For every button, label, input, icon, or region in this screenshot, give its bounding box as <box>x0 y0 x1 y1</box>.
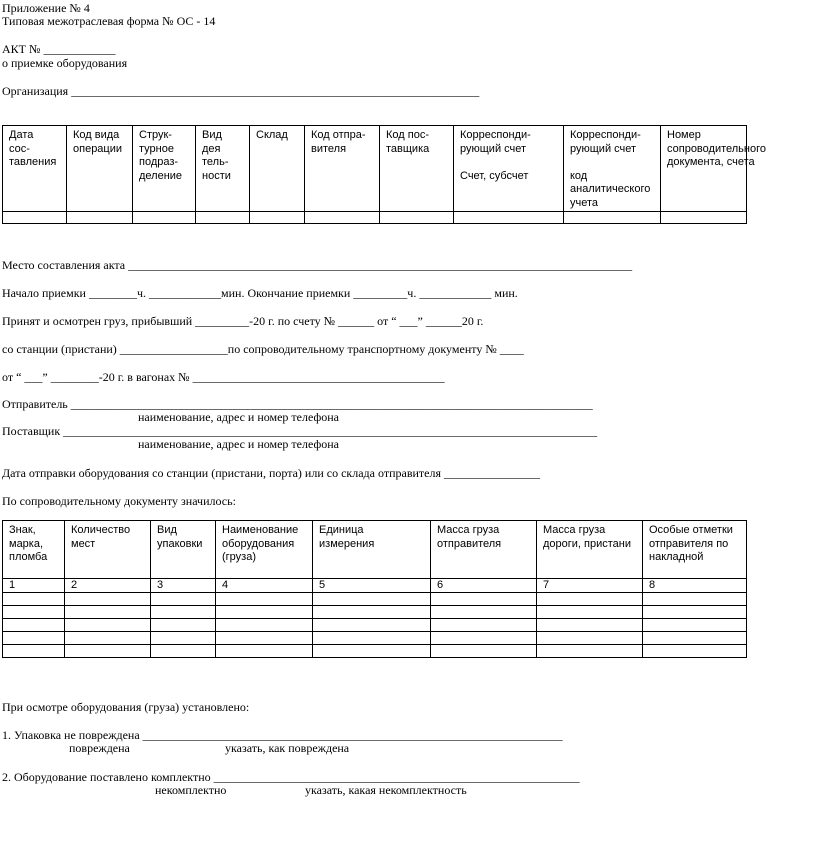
entry-cell[interactable] <box>537 619 643 632</box>
incomplete-hint: указать, какая некомплектность <box>305 783 467 797</box>
entry-cell[interactable] <box>65 645 151 658</box>
entry-cell[interactable] <box>643 645 747 658</box>
entry-cell[interactable] <box>564 212 661 224</box>
incomplete-option: некомплектно <box>155 783 227 797</box>
column-number: 3 <box>151 579 216 593</box>
entry-cell[interactable] <box>151 606 216 619</box>
entry-cell[interactable] <box>216 606 313 619</box>
entry-cell[interactable] <box>305 212 380 224</box>
entry-cell[interactable] <box>431 606 537 619</box>
place-line: Место составления акта ____________________________________________________________________________________ <box>2 258 633 272</box>
entry-cell[interactable] <box>431 645 537 658</box>
header-cell <box>196 126 250 212</box>
header-cell <box>3 126 67 212</box>
header-equipment-name: Наименование оборудования (груза) <box>222 524 299 563</box>
accepted-cargo-line: Принят и осмотрен груз, прибывший _________-20 г. по счету № ______ от “ ___” ______20 г. <box>2 314 484 328</box>
column-number: 7 <box>537 579 643 593</box>
column-number: 2 <box>65 579 151 593</box>
entry-cell[interactable] <box>643 606 747 619</box>
entry-cell[interactable] <box>661 212 747 224</box>
entry-cell[interactable] <box>216 632 313 645</box>
entry-cell[interactable] <box>196 212 250 224</box>
column-number: 6 <box>431 579 537 593</box>
entry-cell[interactable] <box>454 212 564 224</box>
cargo-entry-row <box>3 645 747 658</box>
header-special-notes: Особые отметки отправителя по накладной <box>649 524 733 563</box>
entry-cell[interactable] <box>431 619 537 632</box>
cargo-entry-row <box>3 619 747 632</box>
header-supplier-code: Код пос- тавщика <box>386 129 430 155</box>
header-unit: Единица измерения <box>319 524 375 550</box>
header-cell <box>151 521 216 579</box>
entry-cell[interactable] <box>313 645 431 658</box>
requisites-table <box>2 125 766 224</box>
header-department: Струк- турное подраз- деление <box>139 129 183 182</box>
entry-cell[interactable] <box>216 593 313 606</box>
entry-cell[interactable] <box>65 593 151 606</box>
header-packaging: Вид упаковки <box>157 524 203 550</box>
header-cell <box>67 126 133 212</box>
header-cell <box>305 126 380 212</box>
header-cell <box>454 126 564 212</box>
entry-cell[interactable] <box>65 619 151 632</box>
column-number: 5 <box>313 579 431 593</box>
act-number: АКТ № ____________ <box>2 42 116 56</box>
column-number: 4 <box>216 579 313 593</box>
entry-cell[interactable] <box>3 619 65 632</box>
document-says-line: По сопроводительному документу значилось: <box>2 494 236 508</box>
sender-line: Отправитель _______________________________________________________________________________________ <box>2 397 593 411</box>
header-mark: Знак, марка, пломба <box>9 524 48 563</box>
entry-cell[interactable] <box>313 606 431 619</box>
entry-cell[interactable] <box>537 632 643 645</box>
header-cell <box>564 126 661 212</box>
header-cell <box>380 126 454 212</box>
header-activity: Вид дея тель- ности <box>202 129 231 182</box>
entry-cell[interactable] <box>151 593 216 606</box>
entry-cell[interactable] <box>380 212 454 224</box>
packaging-damaged-option: повреждена <box>69 741 130 755</box>
cargo-entry-row <box>3 606 747 619</box>
header-cell <box>216 521 313 579</box>
header-cell <box>661 126 766 212</box>
cargo-header-row <box>3 521 747 579</box>
form-name: Типовая межотраслевая форма № ОС - 14 <box>2 14 216 28</box>
entry-cell[interactable] <box>65 606 151 619</box>
entry-cell[interactable] <box>250 212 305 224</box>
inspection-intro: При осмотре оборудования (груза) установлено: <box>2 700 250 714</box>
complete-delivery-line: 2. Оборудование поставлено комплектно _____________________________________________________________ <box>2 770 580 784</box>
entry-cell[interactable] <box>3 593 65 606</box>
entry-cell[interactable] <box>151 619 216 632</box>
header-operation-code: Код вида операции <box>73 129 123 155</box>
requisites-entry-row <box>3 212 747 224</box>
column-number-row <box>3 579 747 593</box>
entry-cell[interactable] <box>65 632 151 645</box>
entry-cell[interactable] <box>3 645 65 658</box>
entry-cell[interactable] <box>313 619 431 632</box>
entry-cell[interactable] <box>537 606 643 619</box>
entry-cell[interactable] <box>67 212 133 224</box>
header-analytic-code: Корреспонди- рующий счет код аналитического учета <box>570 129 651 209</box>
supplier-hint: наименование, адрес и номер телефона <box>138 437 339 451</box>
header-cell <box>537 521 643 579</box>
header-places: Количество мест <box>71 524 131 550</box>
header-sender-code: Код отпра- вителя <box>311 129 366 155</box>
header-road-mass: Масса груза дороги, пристани <box>543 524 632 550</box>
cargo-entry-row <box>3 632 747 645</box>
packaging-intact-line: 1. Упаковка не повреждена ______________________________________________________________________ <box>2 728 563 742</box>
header-cell <box>643 521 747 579</box>
sender-hint: наименование, адрес и номер телефона <box>138 410 339 424</box>
entry-cell[interactable] <box>216 619 313 632</box>
column-number: 8 <box>643 579 747 593</box>
dispatch-date-line: Дата отправки оборудования со станции (пристани, порта) или со склада отправителя ________________ <box>2 466 540 480</box>
entry-cell[interactable] <box>216 645 313 658</box>
entry-cell[interactable] <box>643 593 747 606</box>
appendix-number: Приложение № 4 <box>2 1 90 15</box>
wagons-line: от “ ___” ________-20 г. в вагонах № __________________________________________ <box>2 370 445 384</box>
organization-line: Организация ____________________________________________________________________ <box>2 84 480 98</box>
entry-cell[interactable] <box>537 593 643 606</box>
header-cell <box>3 521 65 579</box>
entry-cell[interactable] <box>3 606 65 619</box>
header-document-number: Номер сопроводительного документа, счета <box>667 129 766 168</box>
header-warehouse: Склад <box>256 129 288 141</box>
entry-cell[interactable] <box>151 645 216 658</box>
entry-cell[interactable] <box>643 632 747 645</box>
header-cell <box>133 126 196 212</box>
requisites-header-row <box>3 126 747 212</box>
column-number: 1 <box>3 579 65 593</box>
cargo-entry-row <box>3 593 747 606</box>
entry-cell[interactable] <box>431 632 537 645</box>
entry-cell[interactable] <box>133 212 196 224</box>
entry-cell[interactable] <box>151 632 216 645</box>
station-line: со станции (пристани) __________________по сопроводительному транспортному документу № ____ <box>2 342 524 356</box>
act-title: о приемке оборудования <box>2 56 128 70</box>
entry-cell[interactable] <box>313 593 431 606</box>
header-cell <box>431 521 537 579</box>
entry-cell[interactable] <box>537 645 643 658</box>
acceptance-time-line: Начало приемки ________ч. ____________мин. Окончание приемки _________ч. ____________ мин. <box>2 286 518 300</box>
entry-cell[interactable] <box>643 619 747 632</box>
header-account: Корреспонди- рующий счет Счет, субсчет <box>460 129 531 182</box>
supplier-line: Поставщик _________________________________________________________________________________________ <box>2 424 598 438</box>
entry-cell[interactable] <box>3 212 67 224</box>
entry-cell[interactable] <box>431 593 537 606</box>
header-cell <box>313 521 431 579</box>
packaging-damaged-hint: указать, как повреждена <box>225 741 350 755</box>
entry-cell[interactable] <box>3 632 65 645</box>
header-cell <box>65 521 151 579</box>
header-sender-mass: Масса груза отправителя <box>437 524 502 550</box>
entry-cell[interactable] <box>313 632 431 645</box>
header-date: Дата сос- тавления <box>9 129 57 168</box>
cargo-table <box>2 520 747 658</box>
header-cell <box>250 126 305 212</box>
